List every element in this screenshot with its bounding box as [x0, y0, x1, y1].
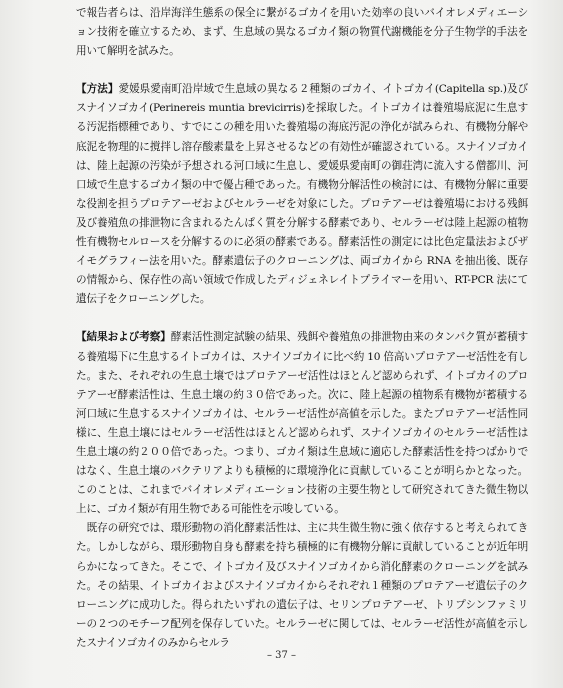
results-paragraph	[76, 328, 528, 519]
body-text	[76, 4, 528, 653]
page-number: – 37 –	[266, 650, 297, 661]
methods-text: 愛媛県愛南町沿岸域で生息域の異なる２種類のゴカイ、イトゴカイ(Capitella sp.)及びスナイソゴカイ(Perinereis muntia brevicirris)を採取した。イトゴカイは養殖場底泥に生息する汚泥指標種であり、すでにこの種を用いた養殖場の海底汚泥の浄化が試みられ、有機物分解や底泥を物理的に撹拌し溶存酸素量を上昇させるなどの有効性が確認されている。スナイソゴカイは、陸上起源の汚染が予想される河口域に生息し、愛媛県愛南町の御荘湾に流入する僧都川、河口域で生息するゴカイ類の中で優占種であった。有機物分解活性の検討には、有機物分解に重要な役割を担うプロテアーゼおよびセルラーゼを対象にした。プロテアーゼは養殖場における残餌及び養殖魚の排泄物に含まれるたんぱく質を分解する酵素であり、セルラーゼは陸上起源の植物性有機物セルロースを分解するのに必須の酵素である。酵素活性の測定には比色定量法およびザイモグラフィー法を用いた。酵素遺伝子のクローニングは、両ゴカイから RNA を抽出後、既存の情報から、保存性の高い領域で作成したディジェネレイトプライマーを用い、RT-PCR 法にて遺伝子をクローニングした。	[76, 83, 528, 306]
methods-heading: 【方法】	[76, 83, 119, 96]
methods-paragraph	[76, 80, 528, 309]
results-heading: 【結果および考察】	[76, 331, 171, 344]
results-paragraph-2: 既存の研究では、環形動物の消化酵素活性は、主に共生微生物に強く依存すると考えられてきた。しかしながら、環形動物自身も酵素を持ち積極的に有機物分解に貢献していることが近年明らかになってきた。そこで、イトゴカイ及びスナイソゴカイから消化酵素のクローニングを試みた。その結果、イトゴカイおよびスナイソゴカイからそれぞれ１種類のプロテアーゼ遺伝子のクローニングに成功した。得られたいずれの遺伝子は、セリンプロテアーゼ、トリプシンファミリーの２つのモチーフ配列を保存していた。セルラーゼに関しては、セルラーゼ活性が高値を示したスナイソゴカイのみからセルラ	[76, 522, 528, 649]
intro-paragraph: で報告者らは、沿岸海洋生態系の保全に繋がるゴカイを用いた効率の良いバイオレメディエーション技術を確立するため、まず、生息域の異なるゴカイ類の物質代謝機能を分子生物学的手法を用いて解明を試みた。	[76, 7, 528, 58]
results-text: 酵素活性測定試験の結果、残餌や養殖魚の排泄物由来のタンパク質が蓄積する養殖場下に生息するイトゴカイは、スナイソゴカイに比べ約 10 倍高いプロテアーゼ活性を有した。また、それぞれの生息土壌ではプロテアーゼ活性はほとんど認められず、イトゴカイのプロテアーゼ酵素活性は、生息土壌の約３０倍であった。次に、陸上起源の植物系有機物が蓄積する河口域に生息するスナイソゴカイは、セルラーゼ活性が高値を示した。またプロテアーゼ活性同様に、生息土壌にはセルラーゼ活性はほとんど認められず、スナイソゴカイのセルラーゼ活性は生息土壌の約２００倍であった。つまり、ゴカイ類は生息域に適応した酵素活性を持つばかりではなく、生息土壌のバクテリアよりも積極的に環境浄化に貢献していることが明らかとなった。このことは、これまでバイオレメディエーション技術の主要生物として研究されてきた微生物以上に、ゴカイ類が有用生物である可能性を示唆している。	[76, 331, 529, 516]
